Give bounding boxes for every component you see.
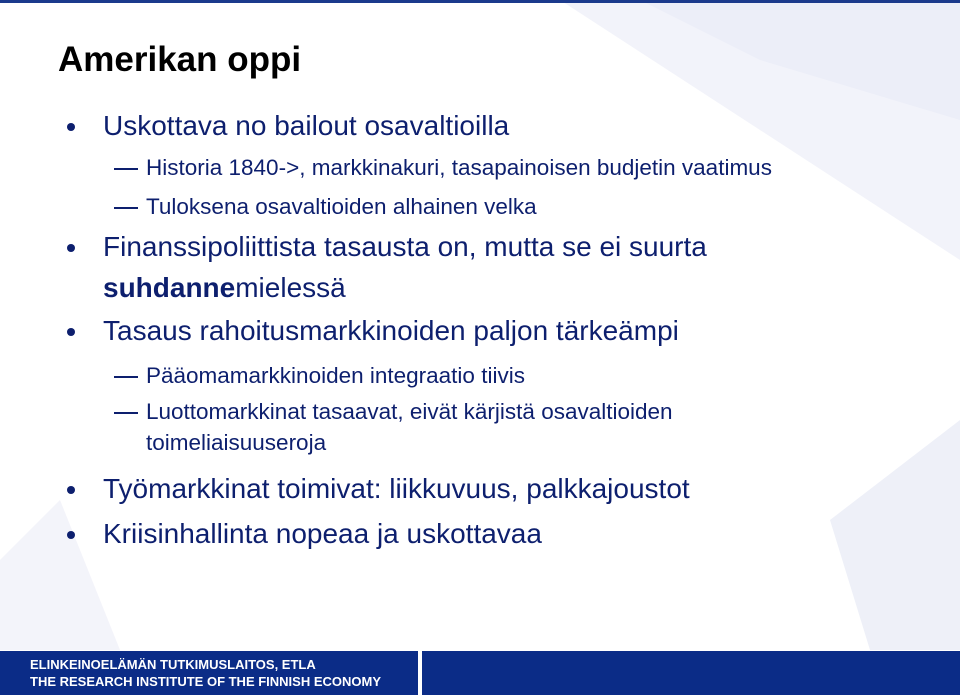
top-border-line [0, 0, 960, 3]
bullet-item: Tasaus rahoitusmarkkinoiden paljon tärkeämpi [103, 315, 679, 346]
sub-bullet-item: Pääomamarkkinoiden integraatio tiivis [146, 363, 525, 388]
bold-term: suhdanne [103, 272, 236, 303]
footer-stripe [422, 651, 960, 695]
bullet-marker [67, 531, 75, 539]
bullet-marker [67, 328, 75, 336]
footer-institute-fi: ELINKEINOELÄMÄN TUTKIMUSLAITOS, ETLA [30, 657, 316, 672]
sub-bullet-item-line2: toimeliaisuuseroja [146, 430, 327, 455]
slide-title: Amerikan oppi [58, 40, 302, 79]
footer-text [30, 656, 381, 690]
bullet-item: Työmarkkinat toimivat: liikkuvuus, palkkajoustot [103, 473, 690, 504]
bullet-item: Uskottava no bailout osavaltioilla [103, 110, 510, 141]
bullet-marker [67, 123, 75, 131]
dash-marker [114, 207, 138, 209]
footer-institute-en: THE RESEARCH INSTITUTE OF THE FINNISH ECONOMY [30, 674, 382, 689]
bullet-text-rest: mielessä [235, 272, 346, 303]
dash-marker [114, 376, 138, 378]
dash-marker [114, 412, 138, 414]
bullet-item: Kriisinhallinta nopeaa ja uskottavaa [103, 518, 542, 549]
footer-bar [0, 651, 960, 695]
sub-bullet-item-line1: Luottomarkkinat tasaavat, eivät kärjistä osavaltioiden [146, 399, 673, 424]
bullet-marker [67, 244, 75, 252]
sub-bullet-item: Historia 1840->, markkinakuri, tasapainoisen budjetin vaatimus [146, 155, 772, 180]
bullet-marker [67, 486, 75, 494]
bullet-item-line2 [103, 272, 346, 304]
bullet-item-line1: Finanssipoliittista tasausta on, mutta se ei suurta [103, 231, 707, 262]
sub-bullet-item: Tuloksena osavaltioiden alhainen velka [146, 194, 537, 219]
dash-marker [114, 168, 138, 170]
